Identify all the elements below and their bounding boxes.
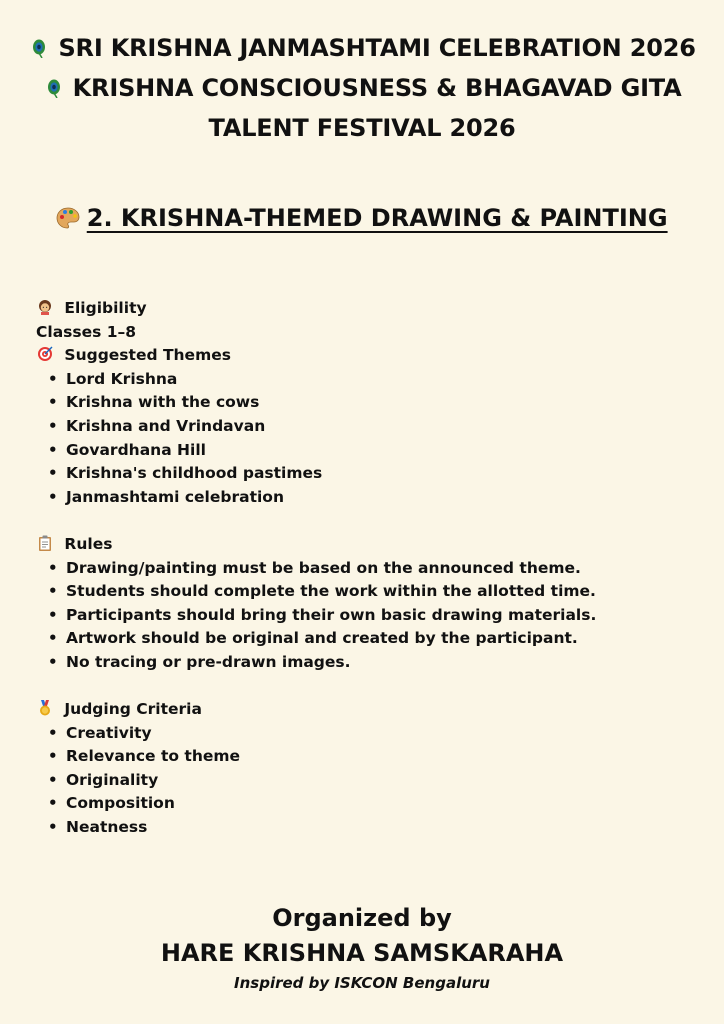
eligibility-value: Classes 1–8 — [36, 322, 137, 341]
list-item: • Lord Krishna — [36, 368, 696, 392]
rules-heading — [36, 533, 696, 557]
header-line-1 — [0, 28, 724, 68]
list-item: • Krishna and Vrindavan — [36, 415, 696, 439]
header-title-1: SRI KRISHNA JANMASHTAMI CELEBRATION 2026 — [58, 34, 696, 62]
header-title-3: TALENT FESTIVAL 2026 — [208, 114, 516, 142]
inspired-by-text: Inspired by ISKCON Bengaluru — [234, 974, 490, 992]
footer — [0, 900, 724, 996]
list-item: • Originality — [36, 769, 696, 793]
list-item: • No tracing or pre-drawn images. — [36, 651, 696, 675]
list-item: • Drawing/painting must be based on the announced theme. — [36, 557, 696, 581]
header — [0, 28, 724, 148]
themes-heading-text: Suggested Themes — [64, 346, 231, 365]
content — [36, 297, 696, 840]
list-item: • Krishna's childhood pastimes — [36, 462, 696, 486]
header-line-2 — [0, 68, 724, 108]
peacock-feather-icon — [28, 28, 50, 68]
eligibility-heading-text: Eligibility — [64, 299, 147, 317]
list-item: • Janmashtami celebration — [36, 486, 696, 510]
eligibility-heading — [36, 297, 696, 321]
organizer-name: HARE KRISHNA SAMSKARAHA — [160, 939, 564, 967]
themes-heading — [36, 344, 696, 368]
list-item: • Creativity — [36, 722, 696, 746]
judging-heading — [36, 698, 696, 722]
peacock-feather-icon — [43, 68, 65, 108]
judging-heading-text: Judging Criteria — [64, 700, 202, 719]
medal-icon — [36, 699, 54, 723]
girl-icon — [36, 298, 54, 322]
header-title-2: KRISHNA CONSCIOUSNESS & BHAGAVAD GITA — [72, 74, 682, 102]
list-item: • Relevance to theme — [36, 745, 696, 769]
list-item: • Artwork should be original and created by the participant. — [36, 627, 696, 651]
organized-by-label: Organized by — [272, 904, 452, 932]
list-item: • Govardhana Hill — [36, 439, 696, 463]
header-line-3 — [0, 108, 724, 148]
palette-icon — [56, 200, 78, 236]
list-item: • Composition — [36, 792, 696, 816]
spacer — [36, 675, 696, 699]
list-item: • Participants should bring their own basic drawing materials. — [36, 604, 696, 628]
list-item: • Students should complete the work within the allotted time. — [36, 580, 696, 604]
list-item: • Krishna with the cows — [36, 391, 696, 415]
clipboard-icon — [36, 534, 54, 558]
section-title — [0, 200, 724, 236]
rules-heading-text: Rules — [64, 534, 113, 553]
target-icon — [36, 345, 54, 369]
spacer — [36, 509, 696, 533]
list-item: • Neatness — [36, 816, 696, 840]
section-title-text: 2. KRISHNA-THEMED DRAWING & PAINTING — [86, 204, 668, 232]
